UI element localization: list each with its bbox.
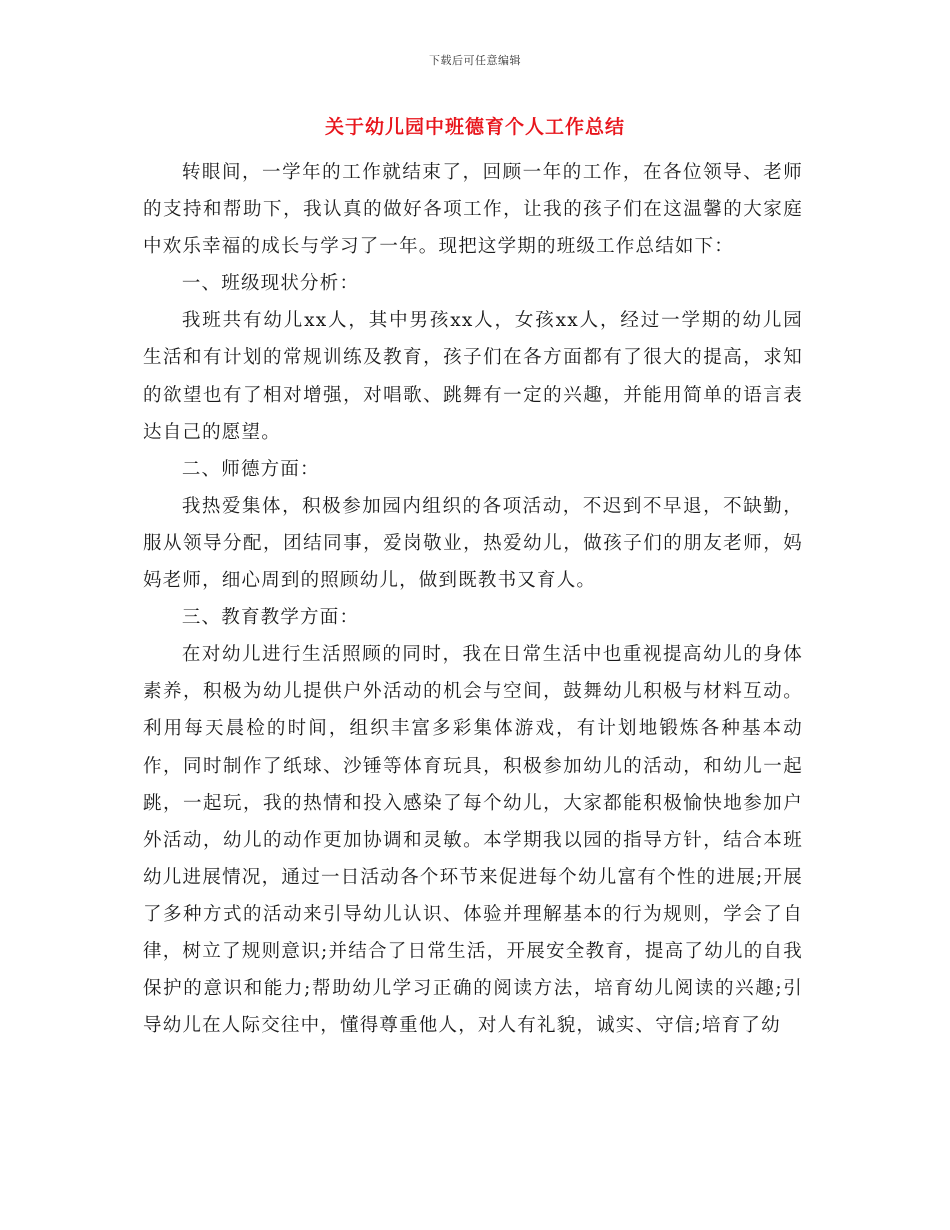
paragraph-intro: 转眼间，一学年的工作就结束了，回顾一年的工作，在各位领导、老师的支持和帮助下，我认真的做好各项工作，让我的孩子们在这温馨的大家庭中欢乐幸福的成长与学习了一年。现把这学期的班级工作总结如下： <box>143 162 803 258</box>
document-body <box>143 154 803 1044</box>
section-heading-teaching: 三、教育教学方面： <box>181 607 360 629</box>
section-heading-class-status: 一、班级现状分析： <box>181 273 360 295</box>
paragraph-teaching: 在对幼儿进行生活照顾的同时，我在日常生活中也重视提高幼儿的身体素养，积极为幼儿提供户外活动的机会与空间，鼓舞幼儿积极与材料互动。利用每天晨检的时间，组织丰富多彩集体游戏，有计划地锻炼各种基本动作，同时制作了纸球、沙锤等体育玩具，积极参加幼儿的活动，和幼儿一起跳，一起玩，我的热情和投入感染了每个幼儿，大家都能积极愉快地参加户外活动，幼儿的动作更加协调和灵敏。本学期我以园的指导方针，结合本班幼儿进展情况，通过一日活动各个环节来促进每个幼儿富有个性的进展;开展了多种方式的活动来引导幼儿认识、体验并理解基本的行为规则，学会了自律，树立了规则意识;并结合了日常生活，开展安全教育，提高了幼儿的自我保护的意识和能力;帮助幼儿学习正确的阅读方法，培育幼儿阅读的兴趣;引导幼儿在人际交往中，懂得尊重他人，对人有礼貌，诚实、守信;培育了幼 <box>143 644 803 1037</box>
document-title: 关于幼儿园中班德育个人工作总结 <box>324 116 625 138</box>
section-heading-teacher-ethics: 二、师德方面： <box>181 458 320 480</box>
paragraph-class-status: 我班共有幼儿xx人，其中男孩xx人，女孩xx人，经过一学期的幼儿园生活和有计划的常规训练及教育，孩子们在各方面都有了很大的提高，求知的欲望也有了相对增强，对唱歌、跳舞有一定的兴趣，并能用简单的语言表达自己的愿望。 <box>143 310 803 443</box>
paragraph-teacher-ethics: 我热爱集体，积极参加园内组织的各项活动，不迟到不早退，不缺勤，服从领导分配，团结同事，爱岗敬业，热爱幼儿，做孩子们的朋友老师，妈妈老师，细心周到的照顾幼儿，做到既教书又育人。 <box>143 495 803 592</box>
header-note: 下载后可任意编辑 <box>429 54 521 67</box>
